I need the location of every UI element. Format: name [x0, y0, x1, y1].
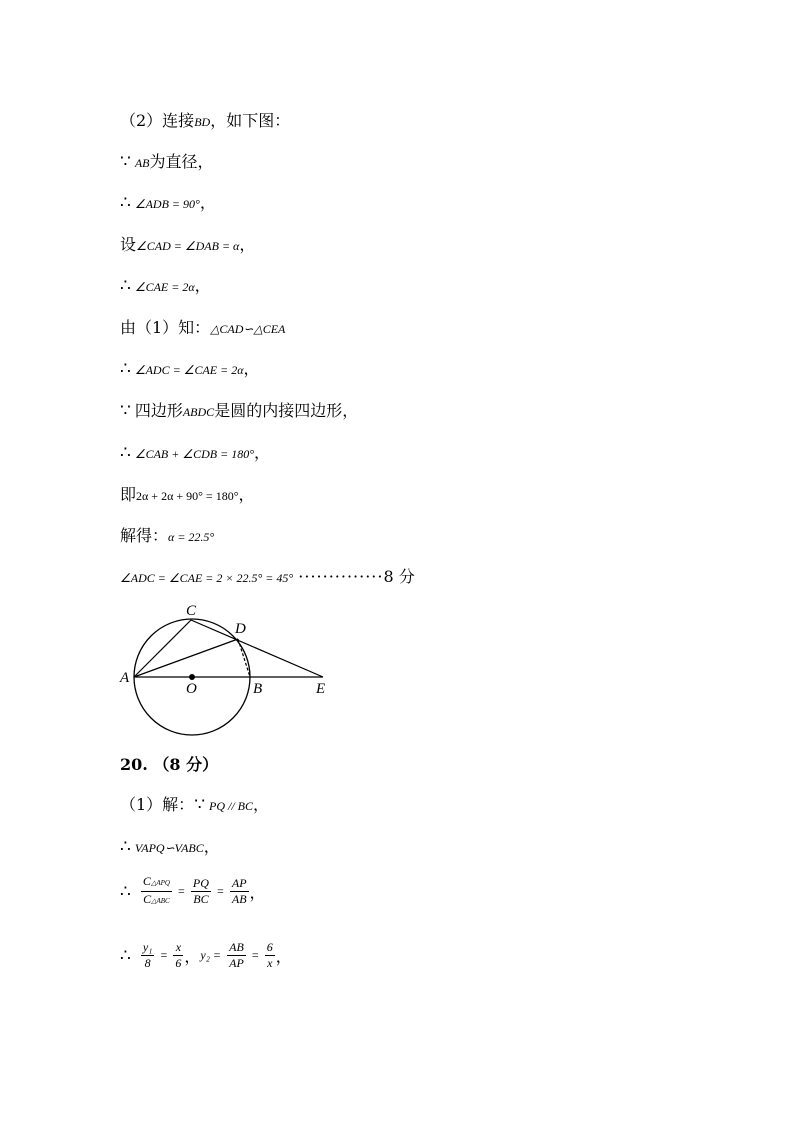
text: ，如下图：: [210, 111, 291, 130]
denominator: C: [143, 892, 152, 906]
therefore-symbol: ∴: [120, 359, 131, 379]
denominator: 8: [144, 956, 151, 970]
line-cyclic-quad: [120, 398, 358, 421]
line-angle-adc: [120, 356, 260, 379]
fraction-ab-ap: [227, 940, 246, 971]
math: ∠ADC = ∠CAE = 2α: [134, 363, 244, 377]
math: AB: [134, 156, 150, 170]
line-pq-parallel: [120, 792, 269, 815]
line-connect-bd: [120, 108, 290, 131]
numerator: PQ: [192, 876, 209, 890]
math: ∠CAB + ∠CDB = 180°: [134, 447, 255, 461]
fraction-y1-8: [141, 940, 155, 971]
question-20-heading: [120, 752, 218, 775]
line-final-angle: [120, 564, 415, 587]
denominator: 6: [175, 956, 182, 970]
numerator: x: [173, 940, 183, 956]
fraction-pq-bc: [191, 876, 211, 907]
text: ，: [239, 235, 256, 254]
therefore-symbol: ∴: [120, 945, 131, 966]
text: ，: [249, 883, 266, 902]
math: VAPQ∽VABC: [134, 841, 204, 855]
label-d: D: [235, 621, 246, 637]
math: α = 22.5°: [168, 530, 215, 544]
math: ∠CAE = 2α: [134, 280, 195, 294]
because-symbol: ∵: [194, 795, 206, 815]
line-perimeter-ratio: [120, 874, 266, 909]
text: ，: [243, 359, 260, 378]
text: （1）解：: [120, 795, 195, 814]
text: 解得：: [120, 526, 169, 545]
equals: =: [160, 948, 168, 962]
text: ，: [253, 795, 270, 814]
numerator: y₁: [142, 940, 153, 954]
line-let-alpha: [120, 232, 255, 255]
line-angle-adb: [120, 190, 216, 213]
therefore-symbol: ∴: [120, 443, 131, 463]
text: ，: [194, 276, 211, 295]
therefore-symbol: ∴: [120, 193, 131, 213]
segment-ad: [134, 639, 238, 677]
separator: ，: [184, 947, 201, 966]
text: ，: [203, 837, 220, 856]
text: （2）连接: [120, 111, 195, 130]
heading-text: 20. （8 分）: [120, 755, 219, 774]
therefore-symbol: ∴: [120, 837, 131, 857]
text: 是圆的内接四边形，: [214, 401, 359, 420]
math: ABDC: [182, 405, 215, 419]
numerator: AP: [231, 876, 247, 890]
therefore-symbol: ∴: [120, 276, 131, 296]
line-ab-diameter: [120, 149, 214, 172]
because-symbol: ∵: [120, 152, 131, 172]
text: 四边形: [134, 401, 183, 420]
line-y-expressions: [120, 940, 292, 971]
equals: =: [251, 948, 259, 962]
numerator: C: [142, 874, 151, 888]
line-triangle-similar: [120, 834, 220, 857]
equals: =: [178, 884, 185, 898]
math: ∠CAD = ∠DAB = α: [136, 239, 240, 253]
numerator: 6: [266, 940, 273, 954]
fraction-x-6: [173, 940, 183, 971]
denominator: x: [267, 956, 273, 970]
subscript: △ABC: [151, 897, 170, 905]
text: 为直径，: [149, 152, 214, 171]
text: ，: [254, 443, 271, 462]
dot-leader: ··············: [298, 567, 384, 586]
geometry-figure: [110, 598, 350, 740]
segment-ac: [134, 620, 191, 677]
therefore-symbol: ∴: [120, 881, 131, 902]
math: y₂ =: [200, 948, 222, 962]
line-angle-cae: [120, 273, 211, 296]
math: ∠ADB = 90°: [134, 197, 200, 211]
text: ，: [199, 193, 216, 212]
label-a: A: [120, 670, 130, 686]
line-equation: [120, 482, 255, 505]
label-c: C: [186, 603, 197, 619]
fraction-ap-ab: [230, 876, 249, 907]
text: 由（1）知：: [120, 318, 211, 337]
denominator: BC: [193, 892, 209, 906]
text: 即: [120, 485, 137, 504]
score: 8 分: [383, 567, 415, 586]
center-point: [189, 674, 195, 680]
math: BD: [194, 115, 211, 129]
numerator: AB: [229, 940, 244, 954]
fraction-6-x: [265, 940, 275, 971]
label-b: B: [253, 681, 263, 697]
line-solve-alpha: [120, 523, 214, 546]
line-similar-triangles: [120, 315, 285, 338]
subscript: △APQ: [150, 879, 170, 887]
label-e: E: [316, 681, 326, 697]
text: ，: [275, 947, 292, 966]
math: PQ // BC: [209, 799, 254, 813]
text: 设: [120, 235, 137, 254]
text: ，: [238, 485, 255, 504]
math: △CAD∽△CEA: [210, 322, 286, 336]
line-angle-sum: [120, 440, 270, 463]
denominator: AB: [231, 892, 247, 906]
fraction-perimeter: [141, 874, 172, 909]
label-o: O: [186, 681, 197, 697]
equals: =: [217, 884, 224, 898]
math: 2α + 2α + 90° = 180°: [136, 489, 239, 503]
because-symbol: ∵: [120, 401, 131, 421]
denominator: AP: [229, 956, 244, 970]
math: ∠ADC = ∠CAE = 2 × 22.5° = 45°: [120, 571, 294, 585]
